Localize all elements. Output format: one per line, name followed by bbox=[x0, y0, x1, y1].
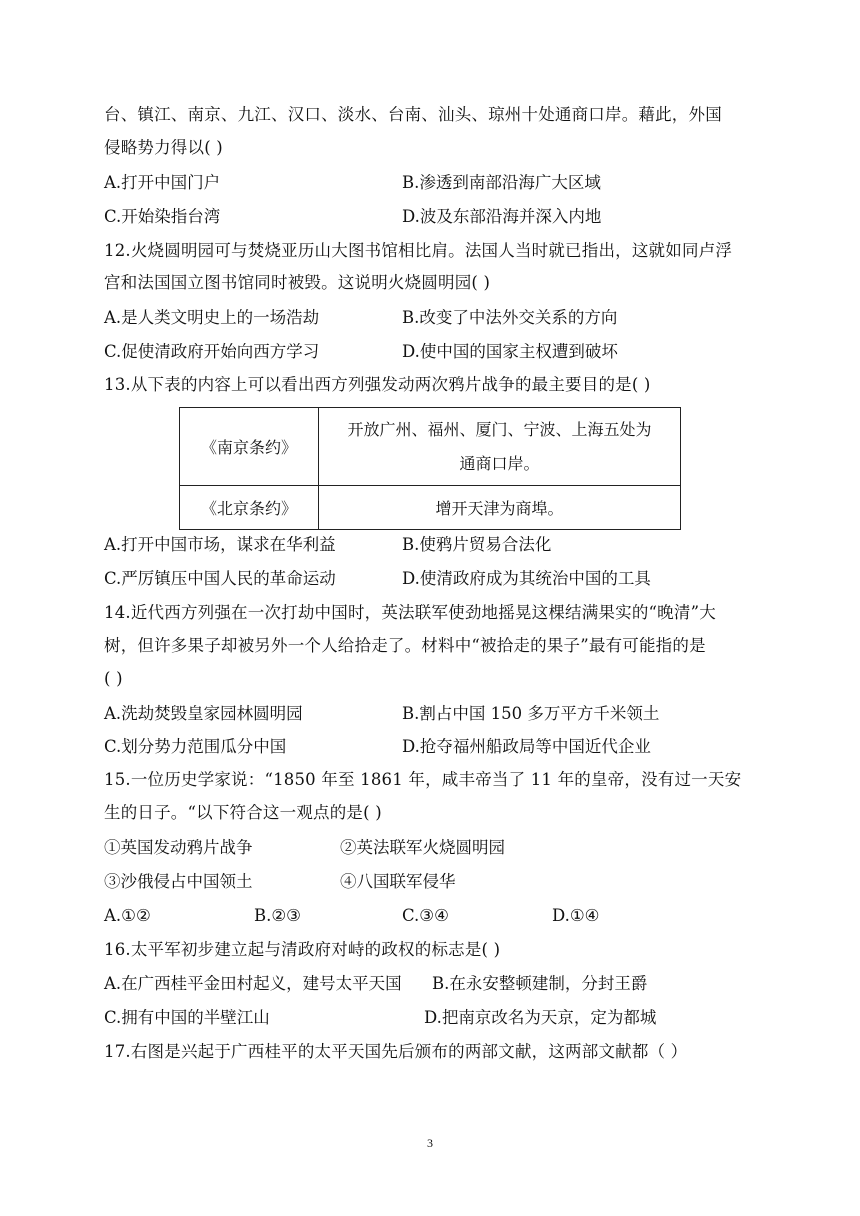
q11-stem-line2: 侵略势力得以( ) bbox=[104, 138, 223, 157]
q16-option-d[interactable]: D.把南京改名为天京，定为都城 bbox=[424, 1008, 657, 1027]
q16-option-c[interactable]: C.拥有中国的半壁江山 bbox=[104, 1008, 270, 1027]
q16-option-b[interactable]: B.在永安整顿建制，分封王爵 bbox=[432, 974, 648, 993]
q17-stem: 17.右图是兴起于广西桂平的太平天国先后颁布的两部文献，这两部文献都（ ） bbox=[104, 1042, 688, 1061]
q13-stem: 13.从下表的内容上可以看出西方列强发动两次鸦片战争的最主要目的是( ) bbox=[104, 375, 651, 394]
q13-option-b[interactable]: B.使鸦片贸易合法化 bbox=[402, 535, 552, 554]
q15-item-2: ②英法联军火烧圆明园 bbox=[340, 838, 505, 857]
q14-stem-line3: ( ) bbox=[104, 669, 123, 688]
q14-option-c[interactable]: C.划分势力范围瓜分中国 bbox=[104, 737, 287, 756]
q13-option-d[interactable]: D.使清政府成为其统治中国的工具 bbox=[402, 569, 651, 588]
q14-option-a[interactable]: A.洗劫焚毁皇家园林圆明园 bbox=[104, 704, 303, 723]
table-cell-line: 开放广州、福州、厦门、宁波、上海五处为 bbox=[347, 419, 652, 439]
table-cell-line: 通商口岸。 bbox=[459, 453, 540, 473]
q15-item-3: ③沙俄侵占中国领土 bbox=[104, 872, 253, 891]
q16-option-a[interactable]: A.在广西桂平金田村起义，建号太平天国 bbox=[104, 974, 402, 993]
q15-item-1: ①英国发动鸦片战争 bbox=[104, 838, 253, 857]
q11-option-b[interactable]: B.渗透到南部沿海广大区域 bbox=[402, 173, 601, 192]
q11-stem-line1: 台、镇江、南京、九江、汉口、淡水、台南、汕头、琼州十处通商口岸。藉此，外国 bbox=[104, 105, 722, 124]
q12-option-c[interactable]: C.促使清政府开始向西方学习 bbox=[104, 342, 320, 361]
table-cell-treaty-name: 《北京条约》 bbox=[180, 486, 319, 530]
table-cell-treaty-content bbox=[319, 408, 681, 486]
q15-option-c[interactable]: C.③④ bbox=[402, 906, 449, 925]
q15-stem-line1: 15.一位历史学家说：“1850 年至 1861 年，咸丰帝当了 11 年的皇帝，没有过一天安 bbox=[104, 770, 742, 789]
q11-option-d[interactable]: D.波及东部沿海并深入内地 bbox=[402, 207, 602, 226]
q12-option-b[interactable]: B.改变了中法外交关系的方向 bbox=[402, 308, 618, 327]
q14-stem-line1: 14.近代西方列强在一次打劫中国时，英法联军使劲地摇晃这棵结满果实的“晚清”大 bbox=[104, 603, 716, 622]
q14-option-b[interactable]: B.割占中国 150 多万平方千米领土 bbox=[402, 704, 660, 723]
treaty-table bbox=[179, 407, 681, 530]
q15-stem-line2: 生的日子。“以下符合这一观点的是( ) bbox=[104, 803, 382, 822]
q11-option-c[interactable]: C.开始染指台湾 bbox=[104, 207, 221, 226]
q16-stem: 16.太平军初步建立起与清政府对峙的政权的标志是( ) bbox=[104, 940, 501, 959]
q12-stem-line2: 宫和法国国立图书馆同时被毁。这说明火烧圆明园( ) bbox=[104, 273, 491, 292]
q14-option-d[interactable]: D.抢夺福州船政局等中国近代企业 bbox=[402, 737, 651, 756]
q15-option-d[interactable]: D.①④ bbox=[552, 906, 600, 925]
q12-option-a[interactable]: A.是人类文明史上的一场浩劫 bbox=[104, 308, 320, 327]
table-cell-treaty-content: 增开天津为商埠。 bbox=[319, 486, 681, 530]
q14-stem-line2: 树，但许多果子却被另外一个人给拾走了。材料中“被拾走的果子”最有可能指的是 bbox=[104, 636, 706, 655]
page-number: 3 bbox=[427, 1136, 433, 1150]
q15-item-4: ④八国联军侵华 bbox=[340, 872, 456, 891]
q12-option-d[interactable]: D.使中国的国家主权遭到破坏 bbox=[402, 342, 618, 361]
q11-option-a[interactable]: A.打开中国门户 bbox=[104, 173, 221, 192]
table-cell-treaty-name: 《南京条约》 bbox=[180, 408, 319, 486]
q15-option-b[interactable]: B.②③ bbox=[254, 906, 301, 925]
q13-option-a[interactable]: A.打开中国市场，谋求在华利益 bbox=[104, 535, 336, 554]
q15-option-a[interactable]: A.①② bbox=[104, 906, 151, 925]
q12-stem-line1: 12.火烧圆明园可与焚烧亚历山大图书馆相比肩。法国人当时就已指出，这就如同卢浮 bbox=[104, 241, 733, 260]
q13-option-c[interactable]: C.严厉镇压中国人民的革命运动 bbox=[104, 569, 336, 588]
